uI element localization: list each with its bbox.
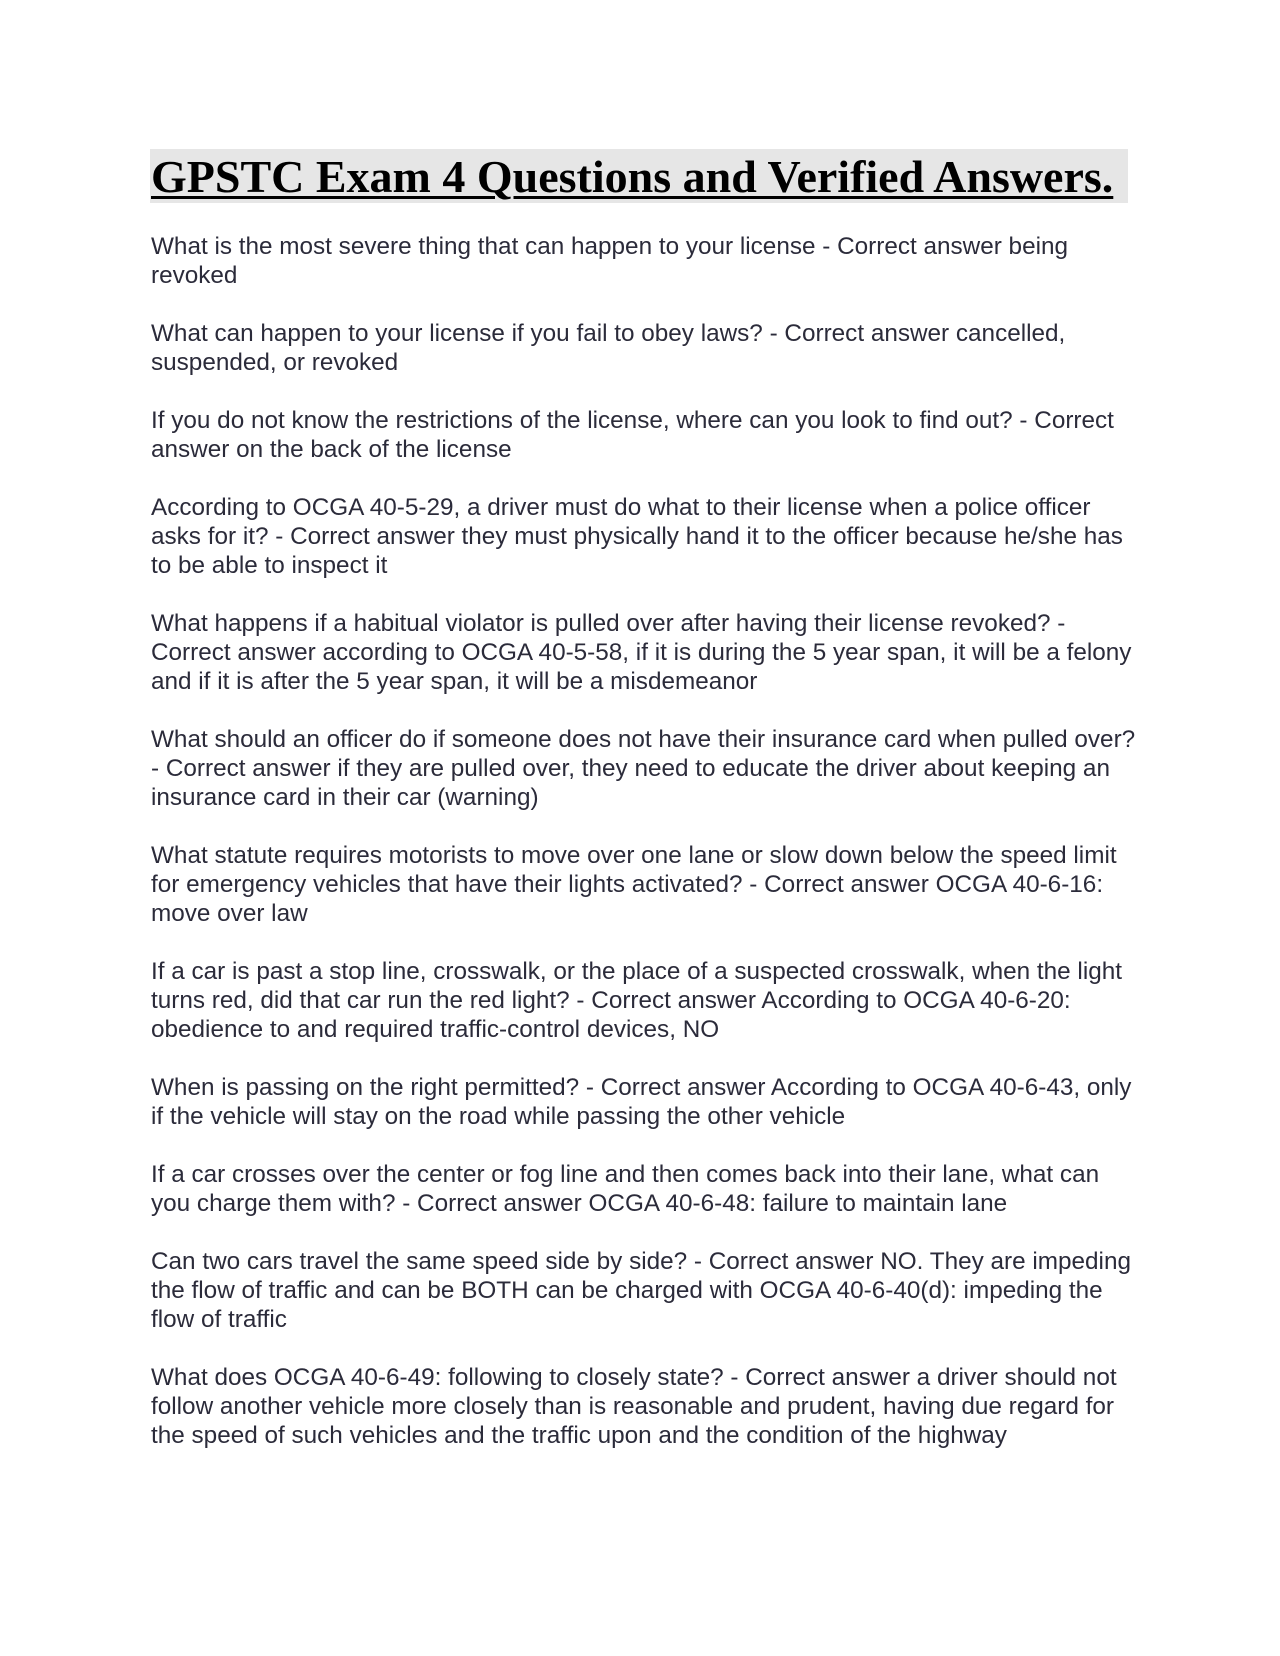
qa-item: What should an officer do if someone does not have their insurance card when pulled over? - Correct answer if they are pulled over, they need to educate the driver about keeping an insurance card in their car (warning) xyxy=(151,726,1136,811)
qa-item: According to OCGA 40-5-29, a driver must do what to their license when a police officer asks for it? - Correct answer they must physically hand it to the officer because he/she has to be able to inspect it xyxy=(151,494,1123,579)
qa-item: What happens if a habitual violator is pulled over after having their license revoked? - Correct answer according to OCGA 40-5-58, if it is during the 5 year span, it will be a felony and if it is after the 5 year span, it will be a misdemeanor xyxy=(151,610,1132,695)
qa-item: If a car crosses over the center or fog line and then comes back into their lane, what can you charge them with? - Correct answer OCGA 40-6-48: failure to maintain lane xyxy=(151,1161,1100,1217)
qa-item: What does OCGA 40-6-49: following to closely state? - Correct answer a driver should not follow another vehicle more closely than is reasonable and prudent, having due regard for the speed of such vehicles and the traffic upon and the condition of the highway xyxy=(151,1364,1117,1449)
qa-item: What can happen to your license if you fail to obey laws? - Correct answer cancelled, suspended, or revoked xyxy=(151,320,1066,376)
qa-list xyxy=(151,232,1136,1479)
qa-item: What statute requires motorists to move over one lane or slow down below the speed limit for emergency vehicles that have their lights activated? - Correct answer OCGA 40-6-16: move over law xyxy=(151,842,1117,927)
qa-item: If you do not know the restrictions of the license, where can you look to find out? - Correct answer on the back of the license xyxy=(151,407,1114,463)
qa-item: Can two cars travel the same speed side by side? - Correct answer NO. They are impeding the flow of traffic and can be BOTH can be charged with OCGA 40-6-40(d): impeding the flow of traffic xyxy=(151,1248,1131,1333)
qa-item: If a car is past a stop line, crosswalk, or the place of a suspected crosswalk, when the light turns red, did that car run the red light? - Correct answer According to OCGA 40-6-20: obedience to and required traffic-control devices, NO xyxy=(151,958,1122,1043)
qa-item: When is passing on the right permitted? - Correct answer According to OCGA 40-6-43, only if the vehicle will stay on the road while passing the other vehicle xyxy=(151,1074,1132,1130)
qa-item: What is the most severe thing that can happen to your license - Correct answer being revoked xyxy=(151,233,1069,289)
document-title: GPSTC Exam 4 Questions and Verified Answers. xyxy=(151,151,1114,202)
